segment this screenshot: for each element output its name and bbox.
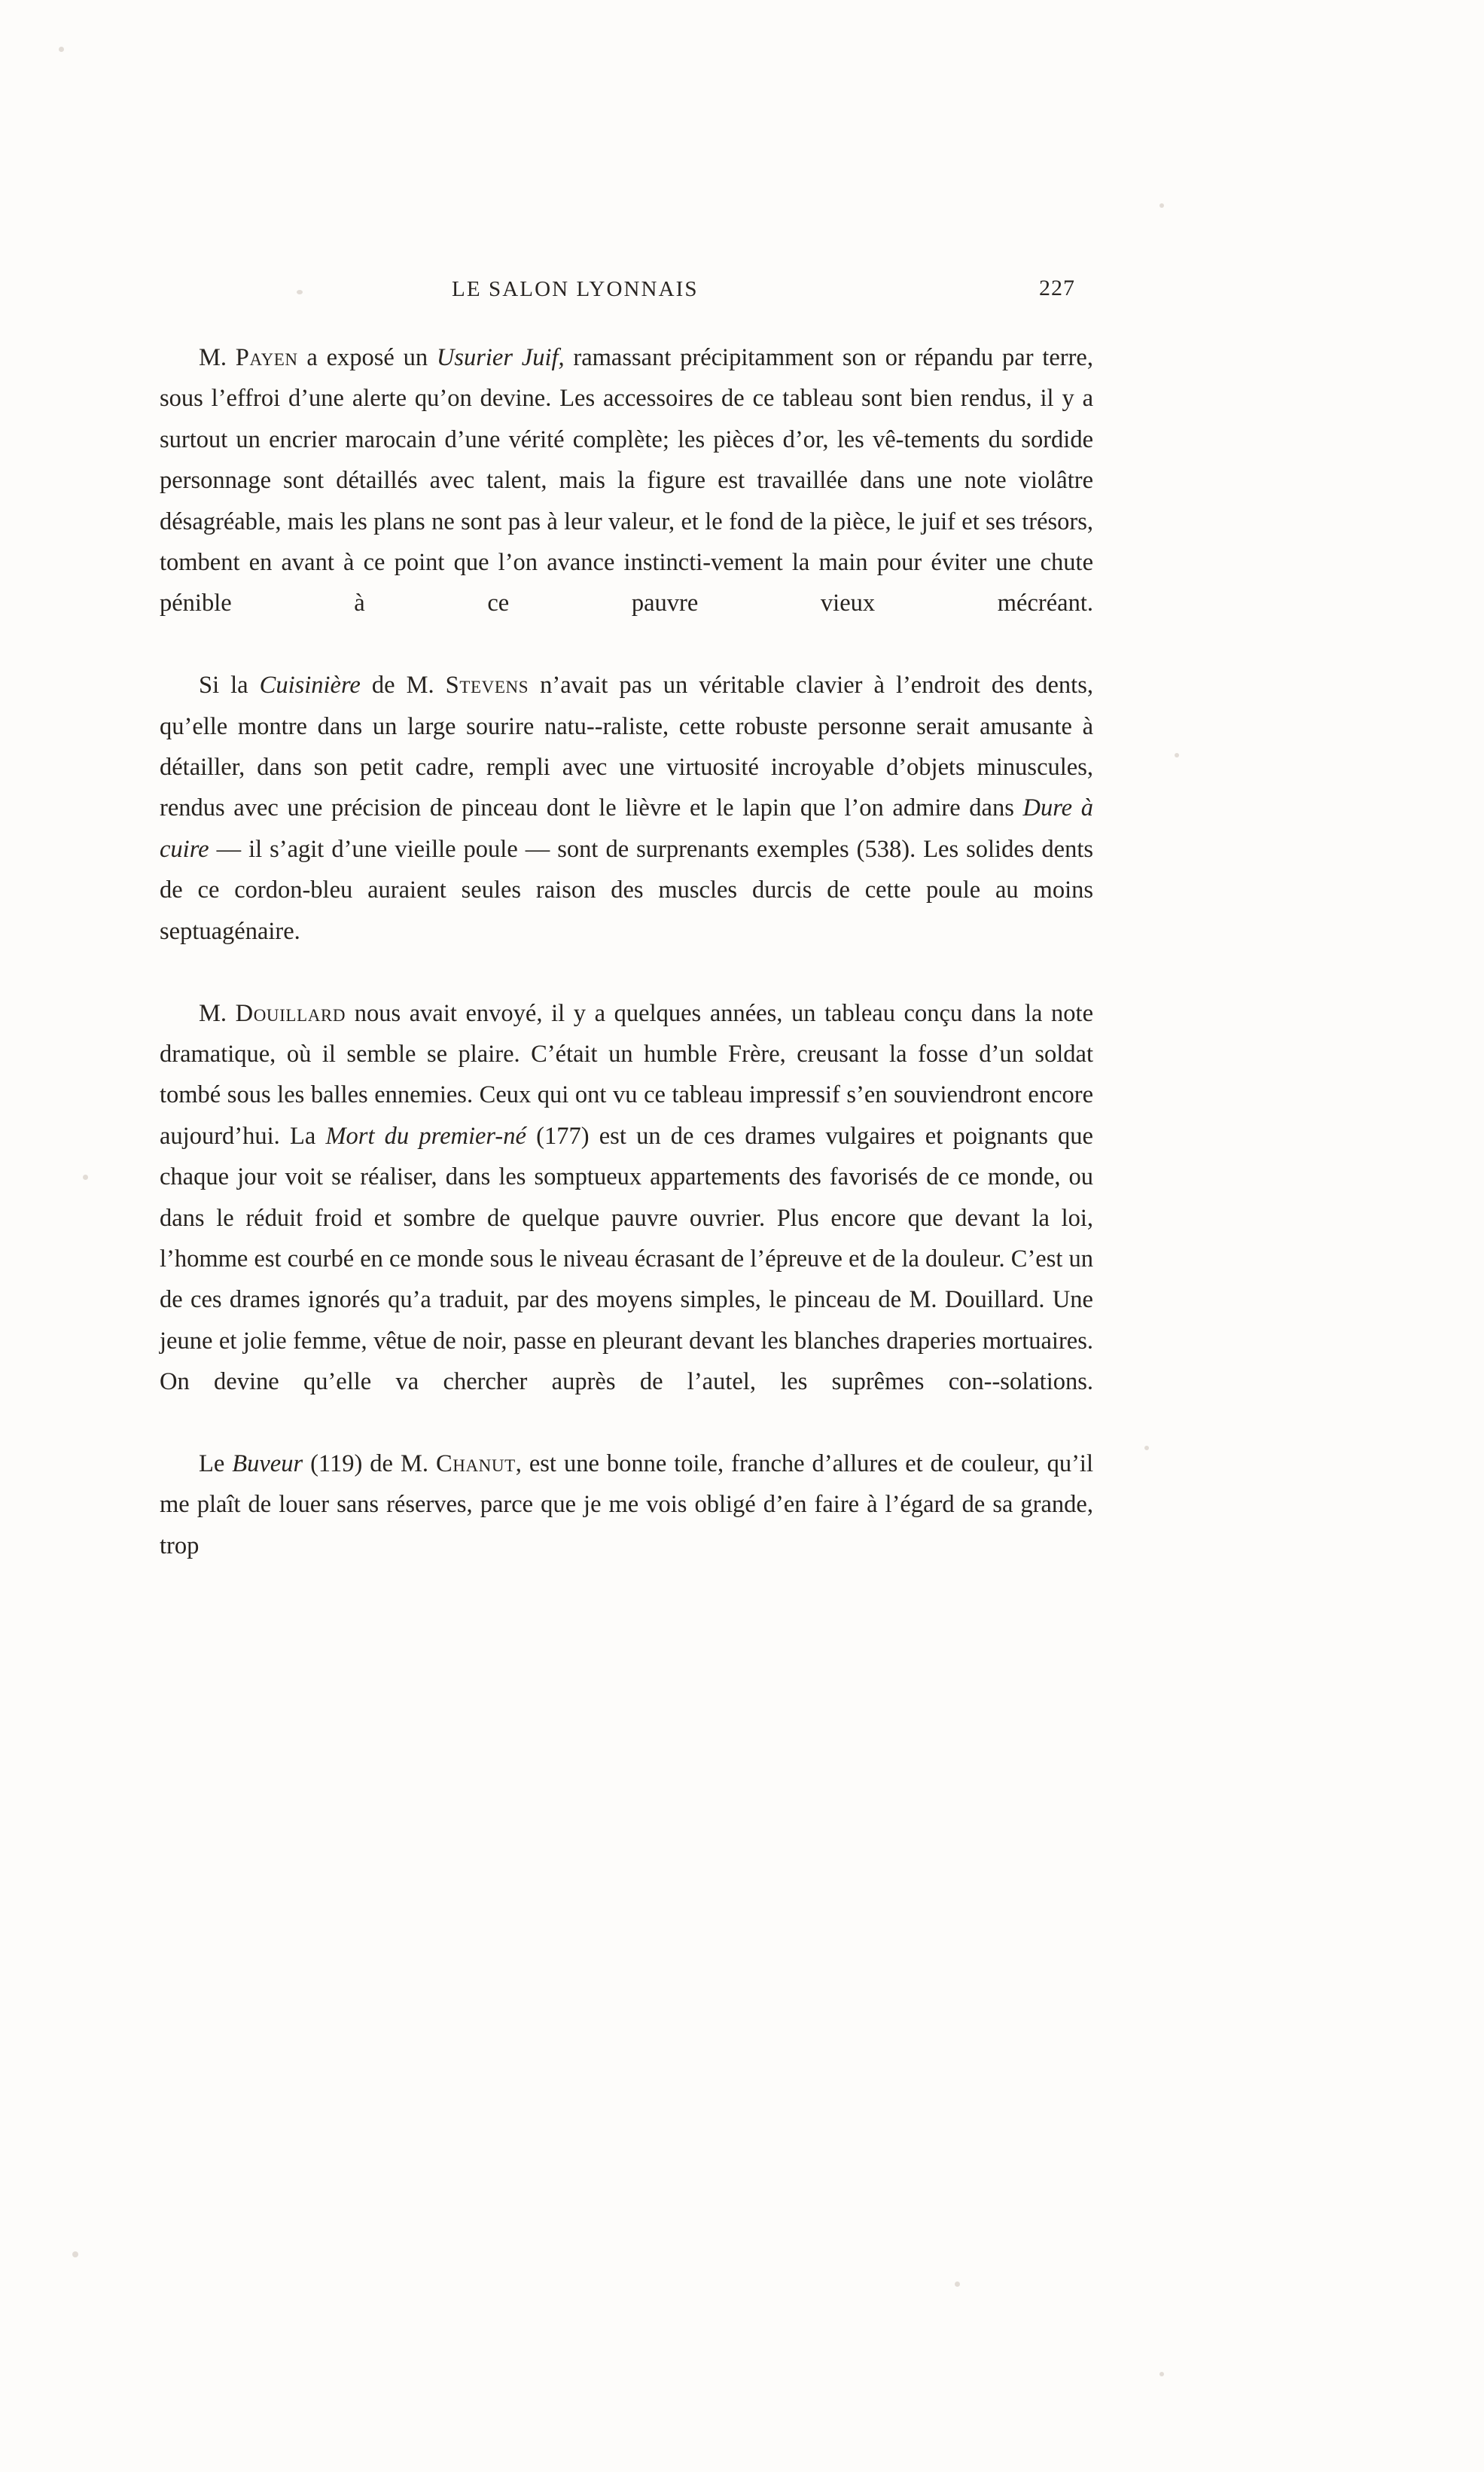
text-run: nous avait envoyé, il y a quelques années, un tableau conçu dans la note dramatique, où il semble se plaire. C’était un humble Frère, creusant la fosse d’un soldat tombé sous les balles ennemies. Ceux qui ont vu ce tableau impressif s’en souviendront encore aujourd’hui. La bbox=[160, 999, 1093, 1150]
text-run: (119) de M. bbox=[303, 1449, 436, 1477]
text-run: , est une bonne toile, franche d’allures et de couleur, qu’il me plaît de louer sans réserves, parce que je me vois obligé d’en faire à l’égard de sa grande, trop bbox=[160, 1449, 1093, 1559]
artist-name: Stevens bbox=[445, 672, 529, 700]
text-run: de M. bbox=[360, 672, 446, 700]
paragraph bbox=[160, 993, 1093, 1443]
artist-name: Chanut bbox=[435, 1449, 516, 1477]
scan-speck bbox=[955, 2281, 960, 2287]
page-number: 227 bbox=[1039, 276, 1075, 300]
text-run: M. bbox=[199, 344, 236, 371]
scan-speck bbox=[59, 47, 64, 52]
scan-speck bbox=[72, 2251, 78, 2257]
scan-speck bbox=[1175, 753, 1179, 757]
italic-title: Mort du premier-né bbox=[325, 1122, 526, 1150]
scan-speck bbox=[1159, 2372, 1164, 2376]
body-text-block bbox=[160, 337, 1093, 1608]
scan-speck bbox=[1159, 203, 1164, 208]
text-run: M. bbox=[199, 999, 236, 1027]
text-run: (177) est un de ces drames vulgaires et poignants que chaque jour voit se réaliser, dans les somptueux appartements des favorisés de ce monde, ou dans le réduit froid et sombre de quelque pauvre ouvrier. Plus encore que devant la loi, l’homme est courbé en ce monde sous le niveau écrasant de l’épreuve et de la douleur. C’est un de ces drames ignorés qu’a traduit, par des moyens simples, le pinceau de M. Douillard. Une jeune et jolie femme, vêtue de noir, passe en pleurant devant les blanches draperies mortuaires. On devine qu’elle va chercher auprès de l’autel, les suprêmes con--solations. bbox=[160, 1122, 1093, 1396]
text-run: n’avait pas un véritable clavier à l’endroit des dents, qu’elle montre dans un large sourire natu--raliste, cette robuste personne serait amusante à détailler, dans son petit cadre, rempli avec une virtuosité incroyable d’objets minuscules, rendus avec une précision de pinceau dont le lièvre et le lapin que l’on admire dans bbox=[160, 672, 1093, 822]
italic-title: Cuisinière bbox=[259, 672, 361, 700]
italic-title: Buveur bbox=[232, 1449, 303, 1477]
running-head: LE SALON LYONNAIS bbox=[452, 277, 699, 301]
artist-name: Payen bbox=[235, 344, 298, 371]
text-run: — il s’agit d’une vieille poule — sont de surprenants exemples (538). Les solides dents de ce cordon-bleu auraient seules raison des muscles durcis de cette poule au moins septuagénaire. bbox=[160, 835, 1093, 945]
italic-title: Dure à cuire bbox=[160, 794, 1093, 863]
artist-name: Douillard bbox=[235, 999, 346, 1027]
paragraph bbox=[160, 337, 1093, 665]
scan-speck bbox=[1144, 1446, 1149, 1450]
italic-title: Usurier Juif, bbox=[436, 344, 565, 371]
text-run: ramassant précipitamment son or répandu par terre, sous l’effroi d’une alerte qu’on devine. Les accessoires de ce tableau sont bien rendus, il y a surtout un encrier marocain d’une vérité complète; les pièces d’or, les vê-tements du sordide personnage sont détaillés avec talent, mais la figure est travaillée dans une note violâtre désagréable, mais les plans ne sont pas à leur valeur, et le fond de la pièce, le juif et ses trésors, tombent en avant à ce point que l’on avance instincti-vement la main pour éviter une chute pénible à ce pauvre vieux mécréant. bbox=[160, 344, 1093, 617]
text-run: Le bbox=[199, 1449, 233, 1477]
paragraph bbox=[160, 1443, 1093, 1608]
text-run: Si la bbox=[199, 672, 260, 700]
text-run: a exposé un bbox=[297, 344, 437, 371]
scan-speck bbox=[83, 1175, 88, 1180]
scan-speck bbox=[297, 290, 303, 294]
paragraph bbox=[160, 665, 1093, 992]
